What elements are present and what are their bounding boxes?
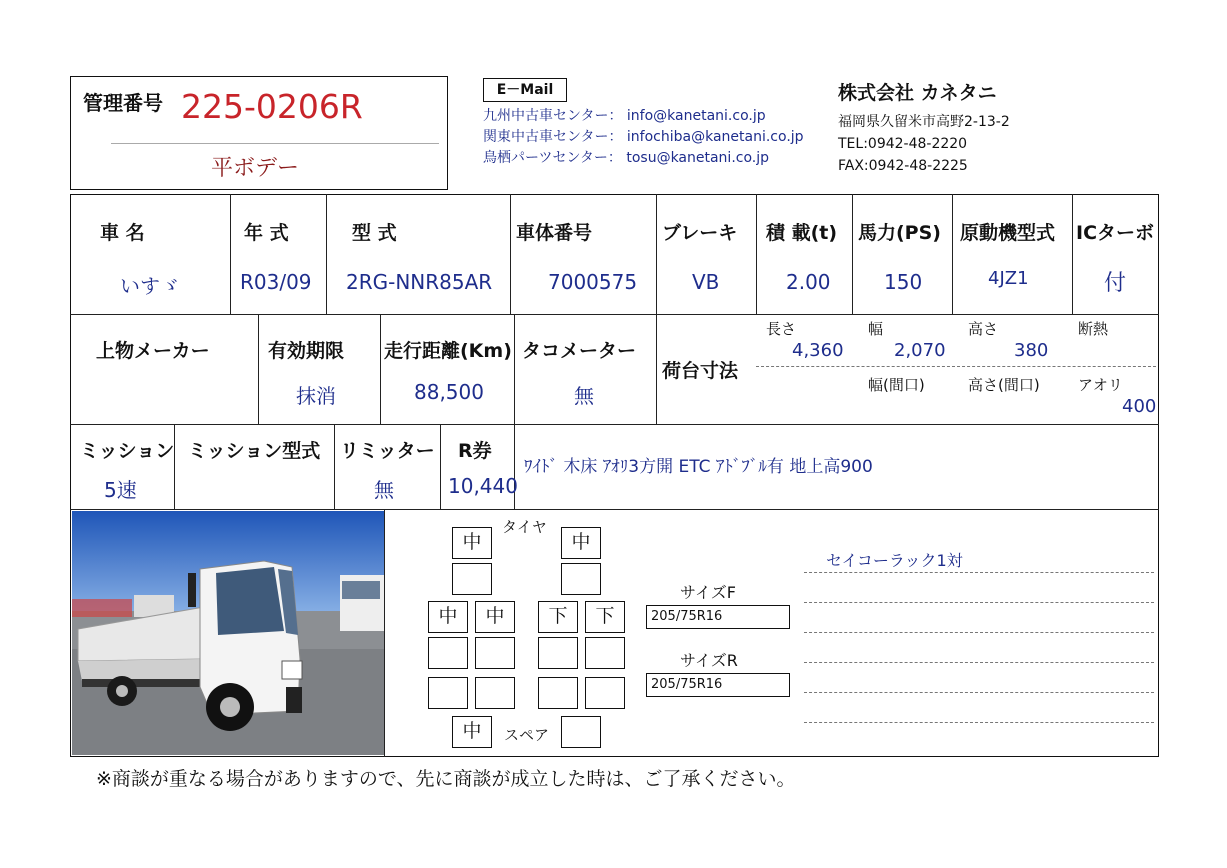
tire-rear-11 xyxy=(538,677,578,709)
value-car-name: いすゞ xyxy=(120,274,180,298)
label-expiry: 有効期限 xyxy=(268,340,345,362)
col-separator xyxy=(514,314,515,424)
tire-rear-1: 中 xyxy=(428,601,468,633)
col-separator xyxy=(656,314,657,424)
tire-rear-10 xyxy=(475,677,515,709)
note-dash xyxy=(804,632,1154,633)
vehicle-photo xyxy=(72,511,384,755)
label-transmission: ミッション xyxy=(80,440,175,462)
tire-spare-right xyxy=(561,716,601,748)
cargo-value-length: 4,360 xyxy=(792,340,844,361)
tire-front-left-top: 中 xyxy=(452,527,492,559)
cargo-dash-line xyxy=(756,366,1156,367)
label-brake: ブレーキ xyxy=(662,222,738,244)
label-ic-turbo: ICターボ xyxy=(1076,222,1155,244)
cargo-label-length: 長さ xyxy=(766,320,797,338)
company-address: 福岡県久留米市高野2-13-2 xyxy=(838,114,1010,130)
row-separator xyxy=(70,314,1159,315)
col-separator xyxy=(1072,194,1073,314)
company-name: 株式会社 カネタニ xyxy=(838,82,997,104)
size-r-label: サイズR xyxy=(680,651,738,670)
email-line: 鳥栖パーツセンター： tosu@kanetani.co.jp xyxy=(483,150,770,166)
size-f-value: 205/75R16 xyxy=(646,605,790,629)
label-mileage: 走行距離(Km) xyxy=(384,340,512,362)
label-r-ticket: R券 xyxy=(458,440,492,462)
value-brake: VB xyxy=(692,270,720,294)
value-capacity: 2.00 xyxy=(786,270,831,294)
tire-spare-left: 中 xyxy=(452,716,492,748)
label-year: 年 式 xyxy=(244,222,289,244)
tire-rear-6 xyxy=(475,637,515,669)
tire-rear-7 xyxy=(538,637,578,669)
value-mileage: 88,500 xyxy=(414,380,484,404)
col-separator xyxy=(380,314,381,424)
col-separator xyxy=(852,194,853,314)
tire-front-right-bottom xyxy=(561,563,601,595)
col-separator xyxy=(258,314,259,424)
label-tachometer: タコメーター xyxy=(522,340,637,362)
tire-rear-4: 下 xyxy=(585,601,625,633)
body-type: 平ボデー xyxy=(211,156,300,181)
spare-label: スペア xyxy=(504,726,550,744)
value-tachometer: 無 xyxy=(574,384,594,408)
value-r-ticket: 10,440 xyxy=(448,474,518,498)
tire-front-right-top: 中 xyxy=(561,527,601,559)
label-transmission-model: ミッション型式 xyxy=(188,440,321,462)
email-address[interactable]: info@kanetani.co.jp xyxy=(626,108,766,124)
email-line: 九州中古車センター： info@kanetani.co.jp xyxy=(483,108,766,124)
tire-front-left-bottom xyxy=(452,563,492,595)
company-fax: FAX:0942-48-2225 xyxy=(838,158,968,174)
tire-rear-8 xyxy=(585,637,625,669)
label-body-maker: 上物メーカー xyxy=(96,340,210,362)
value-year: R03/09 xyxy=(240,270,312,294)
col-separator xyxy=(334,424,335,509)
value-horsepower: 150 xyxy=(884,270,923,294)
value-model: 2RG-NNR85AR xyxy=(346,270,493,294)
email-list xyxy=(483,106,804,169)
size-r-value: 205/75R16 xyxy=(646,673,790,697)
email-line: 関東中古車センター： infochiba@kanetani.co.jp xyxy=(483,129,804,145)
value-transmission: 5速 xyxy=(104,478,137,502)
tire-rear-5 xyxy=(428,637,468,669)
label-cargo-dimensions: 荷台寸法 xyxy=(662,360,739,382)
label-limiter: リミッター xyxy=(340,440,435,462)
company-block xyxy=(838,78,1010,177)
email-address[interactable]: tosu@kanetani.co.jp xyxy=(626,150,770,166)
value-limiter: 無 xyxy=(374,478,394,502)
footer-notice: ※商談が重なる場合がありますので、先に商談が成立した時は、ご了承ください。 xyxy=(96,768,796,790)
label-chassis-number: 車体番号 xyxy=(516,222,593,244)
cargo-label-height-opening: 高さ(間口) xyxy=(968,376,1040,394)
truck-photo-icon xyxy=(72,511,384,755)
label-horsepower: 馬力(PS) xyxy=(858,222,941,244)
cargo-label-insulation: 断熱 xyxy=(1078,320,1109,338)
label-engine-model: 原動機型式 xyxy=(960,222,1056,244)
cargo-label-width: 幅 xyxy=(868,320,884,338)
value-engine-model: 4JZ1 xyxy=(988,268,1029,289)
cargo-value-height: 380 xyxy=(1014,340,1049,361)
note-dash xyxy=(804,722,1154,723)
note-dash xyxy=(804,572,1154,573)
remarks: ﾜｲﾄﾞ 木床 ｱｵﾘ3方開 ETC ｱﾄﾞﾌﾞﾙ有 地上高900 xyxy=(524,457,873,477)
size-f-label: サイズF xyxy=(680,583,736,602)
label-model: 型 式 xyxy=(352,222,397,244)
cargo-label-height: 高さ xyxy=(968,320,999,338)
note-dash xyxy=(804,662,1154,663)
row-separator xyxy=(70,509,1159,510)
email-heading: E－Mail xyxy=(483,78,567,102)
company-tel: TEL:0942-48-2220 xyxy=(838,136,968,152)
mgmt-divider xyxy=(111,143,439,144)
cargo-label-width-opening: 幅(間口) xyxy=(868,376,925,394)
row-separator xyxy=(70,424,1159,425)
note-dash xyxy=(804,692,1154,693)
note-dash xyxy=(804,602,1154,603)
col-separator xyxy=(440,424,441,509)
label-car-name: 車 名 xyxy=(100,222,145,244)
cargo-value-width: 2,070 xyxy=(894,340,946,361)
mgmt-label: 管理番号 xyxy=(83,91,163,115)
management-box xyxy=(70,76,448,190)
tire-rear-2: 中 xyxy=(475,601,515,633)
col-separator xyxy=(656,194,657,314)
col-separator xyxy=(756,194,757,314)
value-ic-turbo: 付 xyxy=(1104,271,1127,296)
note-line-1: セイコーラック1対 xyxy=(826,551,963,570)
cargo-value-tailgate: 400 xyxy=(1122,396,1157,417)
mgmt-number: 225-0206R xyxy=(181,87,363,126)
tire-rear-9 xyxy=(428,677,468,709)
tire-label: タイヤ xyxy=(502,518,547,536)
value-chassis-number: 7000575 xyxy=(548,270,638,294)
email-address[interactable]: infochiba@kanetani.co.jp xyxy=(626,129,804,145)
photo-border xyxy=(384,509,385,757)
col-separator xyxy=(510,194,511,314)
value-expiry: 抹消 xyxy=(296,384,336,408)
col-separator xyxy=(952,194,953,314)
label-capacity: 積 載(t) xyxy=(766,222,838,244)
col-separator xyxy=(326,194,327,314)
cargo-label-tailgate: アオリ xyxy=(1078,376,1123,394)
col-separator xyxy=(230,194,231,314)
tire-rear-3: 下 xyxy=(538,601,578,633)
tire-rear-12 xyxy=(585,677,625,709)
